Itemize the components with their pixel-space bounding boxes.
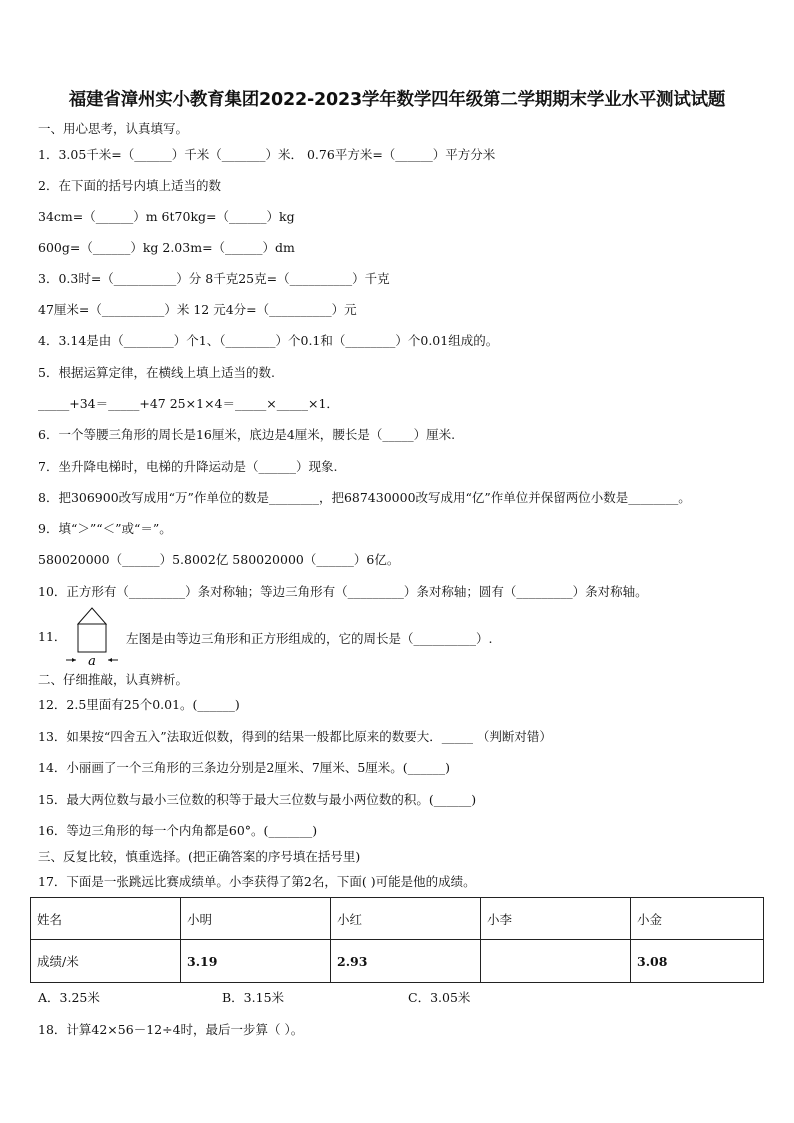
question-1: 1．3.05千米=（______）千米（_______）米． 0.76平方米=（______）平方分米 xyxy=(38,147,496,162)
table-cell: 3.19 xyxy=(181,940,331,983)
house-shape-figure xyxy=(62,604,122,668)
question-9-row: 580020000（______）5.8002亿 580020000（______）6亿。 xyxy=(38,552,400,567)
question-11: 左图是由等边三角形和正方形组成的，它的周长是（__________）. xyxy=(126,631,493,646)
table-cell: 小明 xyxy=(181,898,331,940)
question-12: 12．2.5里面有25个0.01。(______) xyxy=(38,697,240,712)
question-6: 6．一个等腰三角形的周长是16厘米，底边是4厘米，腰长是（_____）厘米. xyxy=(38,427,456,442)
question-15: 15．最大两位数与最小三位数的积等于最大三位数与最小两位数的积。(______) xyxy=(38,792,477,807)
question-11-number: 11． xyxy=(38,629,67,644)
question-5: 5．根据运算定律，在横线上填上适当的数. xyxy=(38,365,275,380)
question-3-row-2: 47厘米=（__________）米 12 元4分=（__________）元 xyxy=(38,302,357,317)
table-row xyxy=(31,940,764,983)
question-16: 16．等边三角形的每一个内角都是60°。(_______) xyxy=(38,823,318,838)
question-18: 18．计算42×56－12÷4时，最后一步算（ ）。 xyxy=(38,1022,304,1037)
table-cell: 姓名 xyxy=(31,898,181,940)
score-table xyxy=(30,897,764,983)
section-2-heading: 二、仔细推敲，认真辨析。 xyxy=(38,672,189,687)
option-a: A．3.25米 xyxy=(38,990,100,1005)
question-2: 2．在下面的括号内填上适当的数 xyxy=(38,178,221,193)
option-b: B．3.15米 xyxy=(222,990,285,1005)
table-cell: 小李 xyxy=(481,898,631,940)
question-8: 8．把306900改写成用“万”作单位的数是________，把687430000改写成用“亿”作单位并保留两位小数是________。 xyxy=(38,490,691,505)
page-title: 福建省漳州实小教育集团2022-2023学年数学四年级第二学期期末学业水平测试试题 xyxy=(68,90,726,110)
table-cell: 成绩/米 xyxy=(31,940,181,983)
question-3-row-1: 3．0.3时=（__________）分 8千克25克=（__________）千克 xyxy=(38,271,390,286)
table-cell: 2.93 xyxy=(331,940,481,983)
section-3-heading: 三、反复比较，慎重选择。(把正确答案的序号填在括号里) xyxy=(38,849,361,864)
table-cell: 3.08 xyxy=(631,940,764,983)
question-10: 10．正方形有（_________）条对称轴；等边三角形有（_________）条对称轴；圆有（_________）条对称轴。 xyxy=(38,584,648,599)
table-row xyxy=(31,898,764,940)
question-2-row-2: 600g=（______）kg 2.03m=（______）dm xyxy=(38,240,295,255)
question-17: 17．下面是一张跳远比赛成绩单。小李获得了第2名，下面( )可能是他的成绩。 xyxy=(38,874,476,889)
table-cell: 小红 xyxy=(331,898,481,940)
question-5-row: _____+34＝_____+47 25×1×4＝_____×_____×1． xyxy=(38,396,339,411)
question-13: 13．如果按“四舍五入”法取近似数，得到的结果一般都比原来的数要大．_____ （判断对错） xyxy=(38,729,552,744)
table-cell xyxy=(481,940,631,983)
question-14: 14．小丽画了一个三角形的三条边分别是2厘米、7厘米、5厘米。(______) xyxy=(38,760,451,775)
section-1-heading: 一、用心思考，认真填写。 xyxy=(38,121,189,136)
side-length-label: a xyxy=(88,654,96,668)
question-2-row-1: 34cm=（______）m 6t70kg=（______）kg xyxy=(38,209,295,224)
question-7: 7．坐升降电梯时，电梯的升降运动是（______）现象. xyxy=(38,459,338,474)
option-c: C．3.05米 xyxy=(408,990,471,1005)
question-4: 4．3.14是由（________）个1、（________）个0.1和（________）个0.01组成的。 xyxy=(38,333,499,348)
question-9: 9．填“＞”“＜”或“＝”。 xyxy=(38,521,172,536)
table-cell: 小金 xyxy=(631,898,764,940)
